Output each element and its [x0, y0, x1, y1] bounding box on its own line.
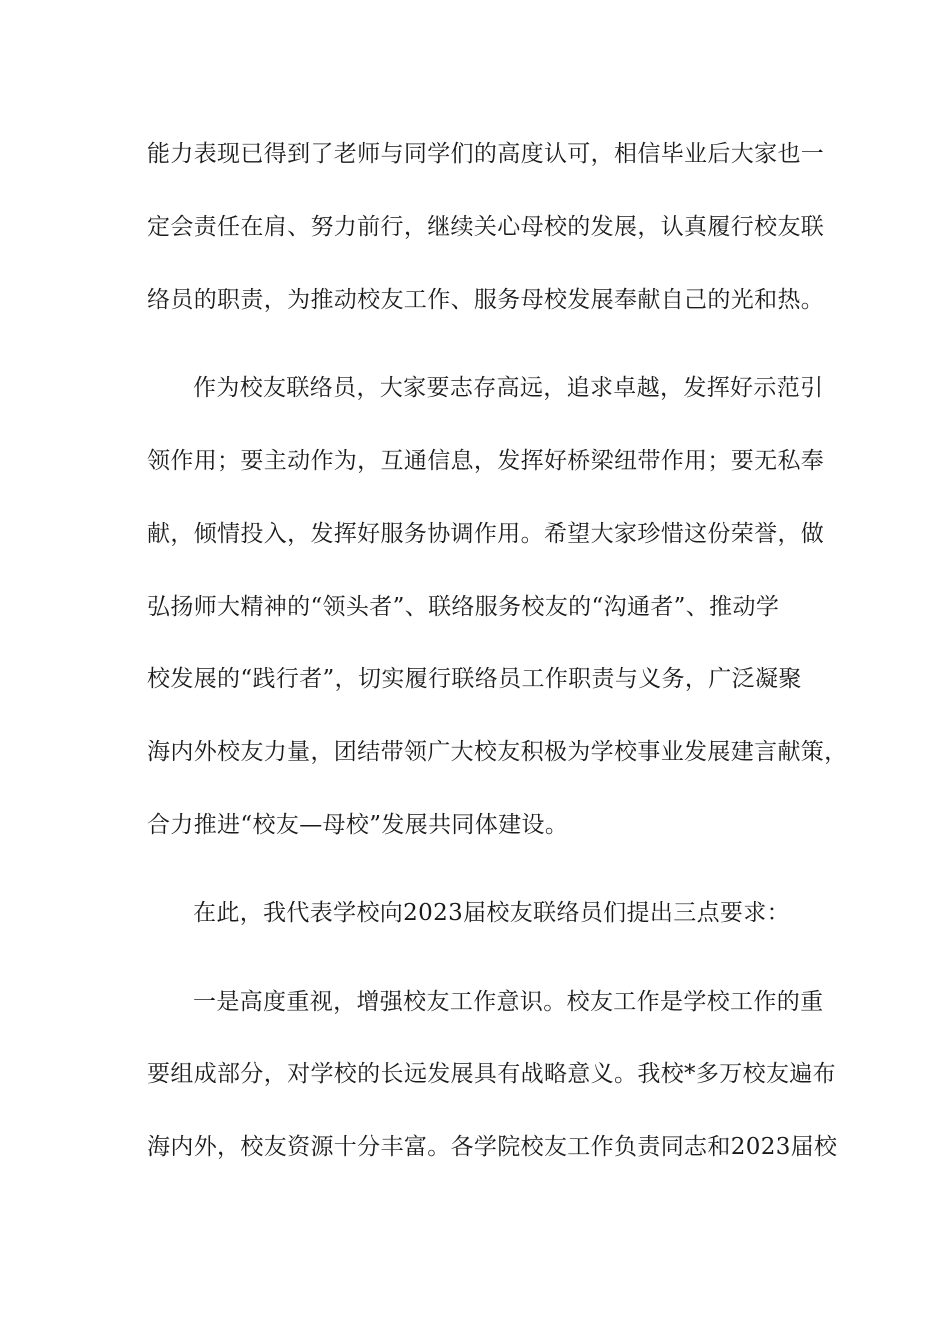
text-line: 校发展的“践行者”，切实履行联络员工作职责与义务，广泛凝聚: [147, 666, 802, 692]
paragraph-first-line: 一是高度重视，增强校友工作意识。校友工作是学校工作的重: [193, 989, 824, 1015]
text-line: 海内外，校友资源十分丰富。各学院校友工作负责同志和2023届校: [147, 1134, 838, 1160]
text-line: 要组成部分，对学校的长远发展具有战略意义。我校*多万校友遍布: [147, 1061, 836, 1087]
text-line: 弘扬师大精神的“领头者”、联络服务校友的“沟通者”、推动学: [147, 594, 780, 620]
text-line: 络员的职责，为推动校友工作、服务母校发展奉献自己的光和热。: [147, 287, 825, 313]
paragraph-first-line: 作为校友联络员，大家要志存高远，追求卓越，发挥好示范引: [193, 375, 824, 401]
paragraph-first-line: 在此，我代表学校向2023届校友联络员们提出三点要求：: [193, 900, 790, 926]
text-line: 领作用；要主动作为，互通信息，发挥好桥梁纽带作用；要无私奉: [147, 448, 825, 474]
text-line: 海内外校友力量，团结带领广大校友积极为学校事业发展建言献策，: [147, 739, 848, 765]
text-line: 合力推进“校友—母校”发展共同体建设。: [147, 812, 569, 838]
text-line: 定会责任在肩、努力前行，继续关心母校的发展，认真履行校友联: [147, 214, 825, 240]
text-line: 能力表现已得到了老师与同学们的高度认可，相信毕业后大家也一: [147, 141, 825, 167]
text-line: 献，倾情投入，发挥好服务协调作用。希望大家珍惜这份荣誉，做: [147, 521, 825, 547]
